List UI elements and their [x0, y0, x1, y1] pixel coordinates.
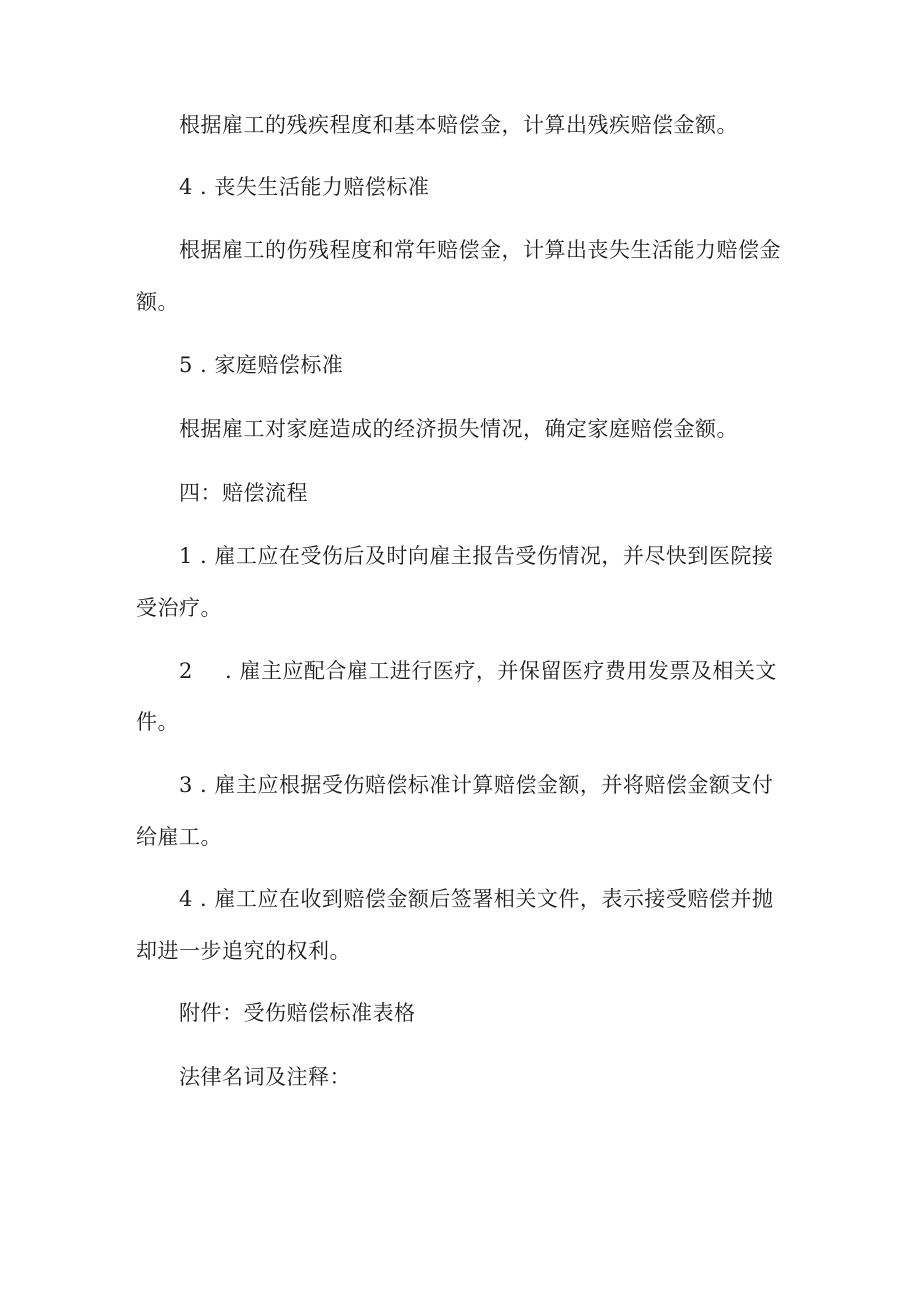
paragraph-loss-of-living-ability-line2: 额。	[136, 290, 179, 314]
heading-loss-of-living-ability: 4 . 丧失生活能力赔偿标准	[179, 175, 430, 199]
step-3-line2: 给雇工。	[136, 825, 222, 849]
paragraph-loss-of-living-ability-line1: 根据雇工的伤残程度和常年赔偿金，计算出丧失生活能力赔偿金	[179, 238, 781, 262]
attachment-line: 附件：受伤赔偿标准表格	[179, 1001, 416, 1025]
step-2-number: 2	[179, 659, 193, 683]
step-2-line1	[179, 661, 777, 682]
step-4-line1: 4 . 雇工应在收到赔偿金额后签署相关文件，表示接受赔偿并抛	[179, 887, 774, 911]
step-1-line1: 1 . 雇工应在受伤后及时向雇主报告受伤情况，并尽快到医院接	[179, 544, 774, 568]
step-2-text: . 雇主应配合雇工进行医疗，并保留医疗费用发票及相关文	[225, 659, 777, 683]
step-3-line1: 3 . 雇主应根据受伤赔偿标准计算赔偿金额，并将赔偿金额支付	[179, 773, 774, 797]
step-1-line2: 受治疗。	[136, 596, 222, 620]
paragraph-disability-compensation: 根据雇工的残疾程度和基本赔偿金，计算出残疾赔偿金额。	[179, 113, 738, 137]
section-heading-compensation-process: 四：赔偿流程	[179, 481, 308, 505]
legal-terms-heading: 法律名词及注释：	[179, 1065, 351, 1089]
paragraph-family-compensation: 根据雇工对家庭造成的经济损失情况，确定家庭赔偿金额。	[179, 417, 738, 441]
heading-family-compensation: 5 . 家庭赔偿标准	[179, 353, 344, 377]
step-2-line2: 件。	[136, 710, 179, 734]
step-4-line2: 却进一步追究的权利。	[136, 939, 351, 963]
